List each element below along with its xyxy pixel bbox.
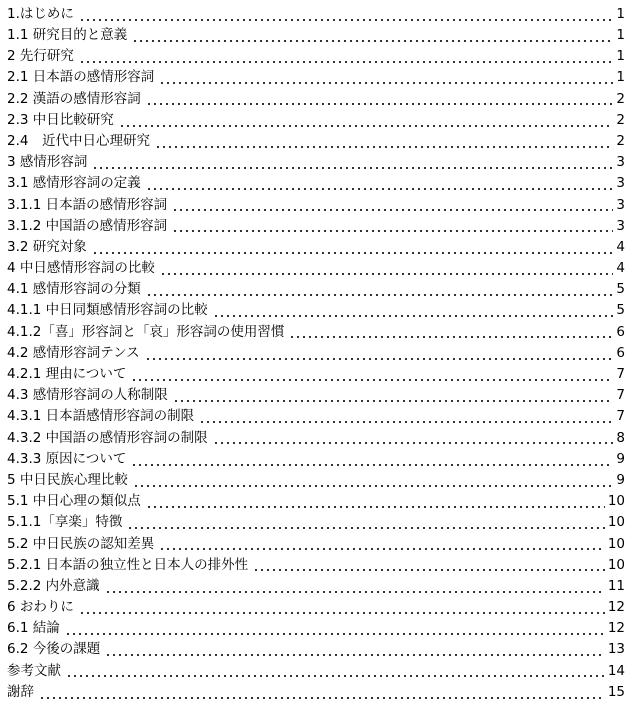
toc-entry-page: 14 xyxy=(607,662,625,679)
toc-entry-page: 2 xyxy=(616,111,625,128)
toc-dot-leader xyxy=(253,558,605,572)
toc-entry-page: 5 xyxy=(616,302,625,319)
toc-entry-title: 2 先行研究 xyxy=(7,48,74,65)
toc-entry-page: 11 xyxy=(607,577,625,594)
toc-entry-page: 9 xyxy=(616,471,625,488)
toc-entry-page: 10 xyxy=(607,493,625,510)
toc-entry[interactable] xyxy=(7,195,625,216)
toc-entry-title: 6 おわりに xyxy=(7,599,74,616)
toc-entry-title: 4.2 感情形容詞テンス xyxy=(7,344,140,361)
toc-entry[interactable] xyxy=(7,237,625,258)
toc-entry[interactable] xyxy=(7,597,625,618)
toc-entry[interactable] xyxy=(7,555,625,576)
toc-entry-title: 1.はじめに xyxy=(7,5,74,22)
toc-entry[interactable] xyxy=(7,513,625,534)
toc-entry-page: 8 xyxy=(616,429,625,446)
toc-dot-leader xyxy=(159,537,605,551)
toc-entry-page: 4 xyxy=(616,260,625,277)
toc-dot-leader xyxy=(133,474,614,488)
toc-dot-leader xyxy=(173,389,614,403)
toc-entry-title: 3.2 研究対象 xyxy=(7,238,87,255)
toc-dot-leader xyxy=(66,664,605,678)
toc-entry-title: 2.4 近代中日心理研究 xyxy=(7,132,150,149)
toc-dot-leader xyxy=(146,283,614,297)
toc-entry-page: 1 xyxy=(616,69,625,86)
toc-dot-leader xyxy=(92,241,614,255)
toc-entry-page: 3 xyxy=(616,154,625,171)
toc-entry-title: 6.1 結論 xyxy=(7,620,60,637)
toc-entry-title: 4.3.3 原因について xyxy=(7,450,127,467)
toc-dot-leader xyxy=(160,262,614,276)
toc-dot-leader xyxy=(39,686,605,700)
toc-dot-leader xyxy=(105,643,605,657)
toc-entry-page: 10 xyxy=(607,556,625,573)
toc-entry[interactable] xyxy=(7,301,625,322)
toc-entry-title: 5.2.2 内外意識 xyxy=(7,577,100,594)
toc-entry[interactable] xyxy=(7,491,625,512)
toc-entry-title: 4.3.1 日本語感情形容詞の制限 xyxy=(7,408,195,425)
toc-entry[interactable] xyxy=(7,4,625,25)
toc-dot-leader xyxy=(172,219,613,233)
toc-entry[interactable] xyxy=(7,661,625,682)
toc-entry-title: 5.1.1「享楽」特徴 xyxy=(7,514,123,531)
toc-dot-leader xyxy=(145,347,614,361)
toc-entry-page: 2 xyxy=(616,90,625,107)
toc-entry[interactable] xyxy=(7,174,625,195)
toc-entry[interactable] xyxy=(7,534,625,555)
toc-entry[interactable] xyxy=(7,216,625,237)
toc-entry-title: 6.2 今後の課題 xyxy=(7,641,101,658)
toc-dot-leader xyxy=(127,516,604,530)
toc-entry-page: 6 xyxy=(616,323,625,340)
toc-dot-leader xyxy=(146,177,614,191)
toc-dot-leader xyxy=(213,304,614,318)
toc-entry-title: 5.1 中日心理の類似点 xyxy=(7,493,141,510)
toc-entry-title: 5.2 中日民族の認知差異 xyxy=(7,535,155,552)
toc-entry-page: 13 xyxy=(607,641,625,658)
toc-dot-leader xyxy=(79,601,605,615)
toc-entry[interactable] xyxy=(7,364,625,385)
toc-entry[interactable] xyxy=(7,640,625,661)
toc-entry[interactable] xyxy=(7,428,625,449)
toc-entry-page: 5 xyxy=(616,281,625,298)
toc-entry[interactable] xyxy=(7,46,625,67)
toc-entry[interactable] xyxy=(7,576,625,597)
toc-entry-page: 3 xyxy=(616,217,625,234)
toc-entry-title: 3.1.1 日本語の感情形容詞 xyxy=(7,196,168,213)
toc-entry[interactable] xyxy=(7,258,625,279)
toc-entry[interactable] xyxy=(7,279,625,300)
toc-entry[interactable] xyxy=(7,385,625,406)
toc-entry-page: 4 xyxy=(616,238,625,255)
toc-entry[interactable] xyxy=(7,68,625,89)
toc-entry-title: 2.1 日本語の感情形容詞 xyxy=(7,69,155,86)
toc-entry-title: 2.3 中日比較研究 xyxy=(7,111,114,128)
toc-entry-title: 5.2.1 日本語の独立性と日本人の排外性 xyxy=(7,556,249,573)
toc-entry-title: 4.3 感情形容詞の人称制限 xyxy=(7,387,168,404)
toc-entry-title: 謝辞 xyxy=(7,683,34,700)
toc-dot-leader xyxy=(79,8,614,22)
toc-entry[interactable] xyxy=(7,89,625,110)
toc-entry-page: 9 xyxy=(616,450,625,467)
toc-entry-page: 3 xyxy=(616,175,625,192)
toc-entry-page: 7 xyxy=(616,387,625,404)
toc-dot-leader xyxy=(213,431,614,445)
toc-dot-leader xyxy=(131,368,613,382)
toc-dot-leader xyxy=(131,453,613,467)
toc-dot-leader xyxy=(79,50,614,64)
toc-entry-title: 4.2.1 理由について xyxy=(7,366,127,383)
toc-dot-leader xyxy=(159,71,613,85)
toc-entry-page: 10 xyxy=(607,535,625,552)
toc-entry[interactable] xyxy=(7,25,625,46)
toc-dot-leader xyxy=(172,198,613,212)
toc-entry[interactable] xyxy=(7,131,625,152)
toc-entry-title: 3.1.2 中国語の感情形容詞 xyxy=(7,217,168,234)
toc-dot-leader xyxy=(146,495,605,509)
toc-entry-title: 参考文献 xyxy=(7,662,61,679)
toc-dot-leader xyxy=(65,622,605,636)
toc-entry-title: 2.2 漢語の感情形容詞 xyxy=(7,90,141,107)
toc-entry-page: 12 xyxy=(607,599,625,616)
toc-entry-page: 10 xyxy=(607,514,625,531)
toc-dot-leader xyxy=(92,156,613,170)
toc-entry[interactable] xyxy=(7,110,625,131)
toc-entry-title: 3 感情形容詞 xyxy=(7,154,88,171)
toc-entry-title: 3.1 感情形容詞の定義 xyxy=(7,175,141,192)
toc-entry-title: 4.3.2 中国語の感情形容詞の制限 xyxy=(7,429,208,446)
toc-entry[interactable] xyxy=(7,449,625,470)
toc-dot-leader xyxy=(146,92,614,106)
toc-entry-page: 1 xyxy=(616,5,625,22)
toc-entry-title: 4.1.1 中日同類感情形容詞の比較 xyxy=(7,302,208,319)
toc-dot-leader xyxy=(155,135,613,149)
toc-entry-title: 1.1 研究目的と意義 xyxy=(7,27,128,44)
toc-entry-page: 15 xyxy=(607,683,625,700)
toc-entry-page: 6 xyxy=(616,344,625,361)
toc-dot-leader xyxy=(105,580,605,594)
toc-dot-leader xyxy=(132,29,613,43)
table-of-contents xyxy=(7,4,625,703)
toc-entry-title: 4.1 感情形容詞の分類 xyxy=(7,281,141,298)
toc-entry-page: 1 xyxy=(616,48,625,65)
toc-entry[interactable] xyxy=(7,407,625,428)
toc-entry[interactable] xyxy=(7,618,625,639)
toc-entry-title: 5 中日民族心理比較 xyxy=(7,471,128,488)
toc-entry-page: 1 xyxy=(616,27,625,44)
toc-dot-leader xyxy=(289,325,613,339)
toc-entry-title: 4.1.2「喜」形容詞と「哀」形容詞の使用習慣 xyxy=(7,323,285,340)
toc-entry-page: 3 xyxy=(616,196,625,213)
toc-entry-page: 2 xyxy=(616,132,625,149)
toc-entry[interactable] xyxy=(7,152,625,173)
toc-entry-title: 4 中日感情形容詞の比較 xyxy=(7,260,155,277)
toc-entry-page: 7 xyxy=(616,408,625,425)
toc-entry-page: 12 xyxy=(607,620,625,637)
toc-entry[interactable] xyxy=(7,322,625,343)
toc-dot-leader xyxy=(119,114,614,128)
toc-entry[interactable] xyxy=(7,470,625,491)
toc-entry[interactable] xyxy=(7,343,625,364)
toc-dot-leader xyxy=(199,410,613,424)
toc-entry-page: 7 xyxy=(616,366,625,383)
